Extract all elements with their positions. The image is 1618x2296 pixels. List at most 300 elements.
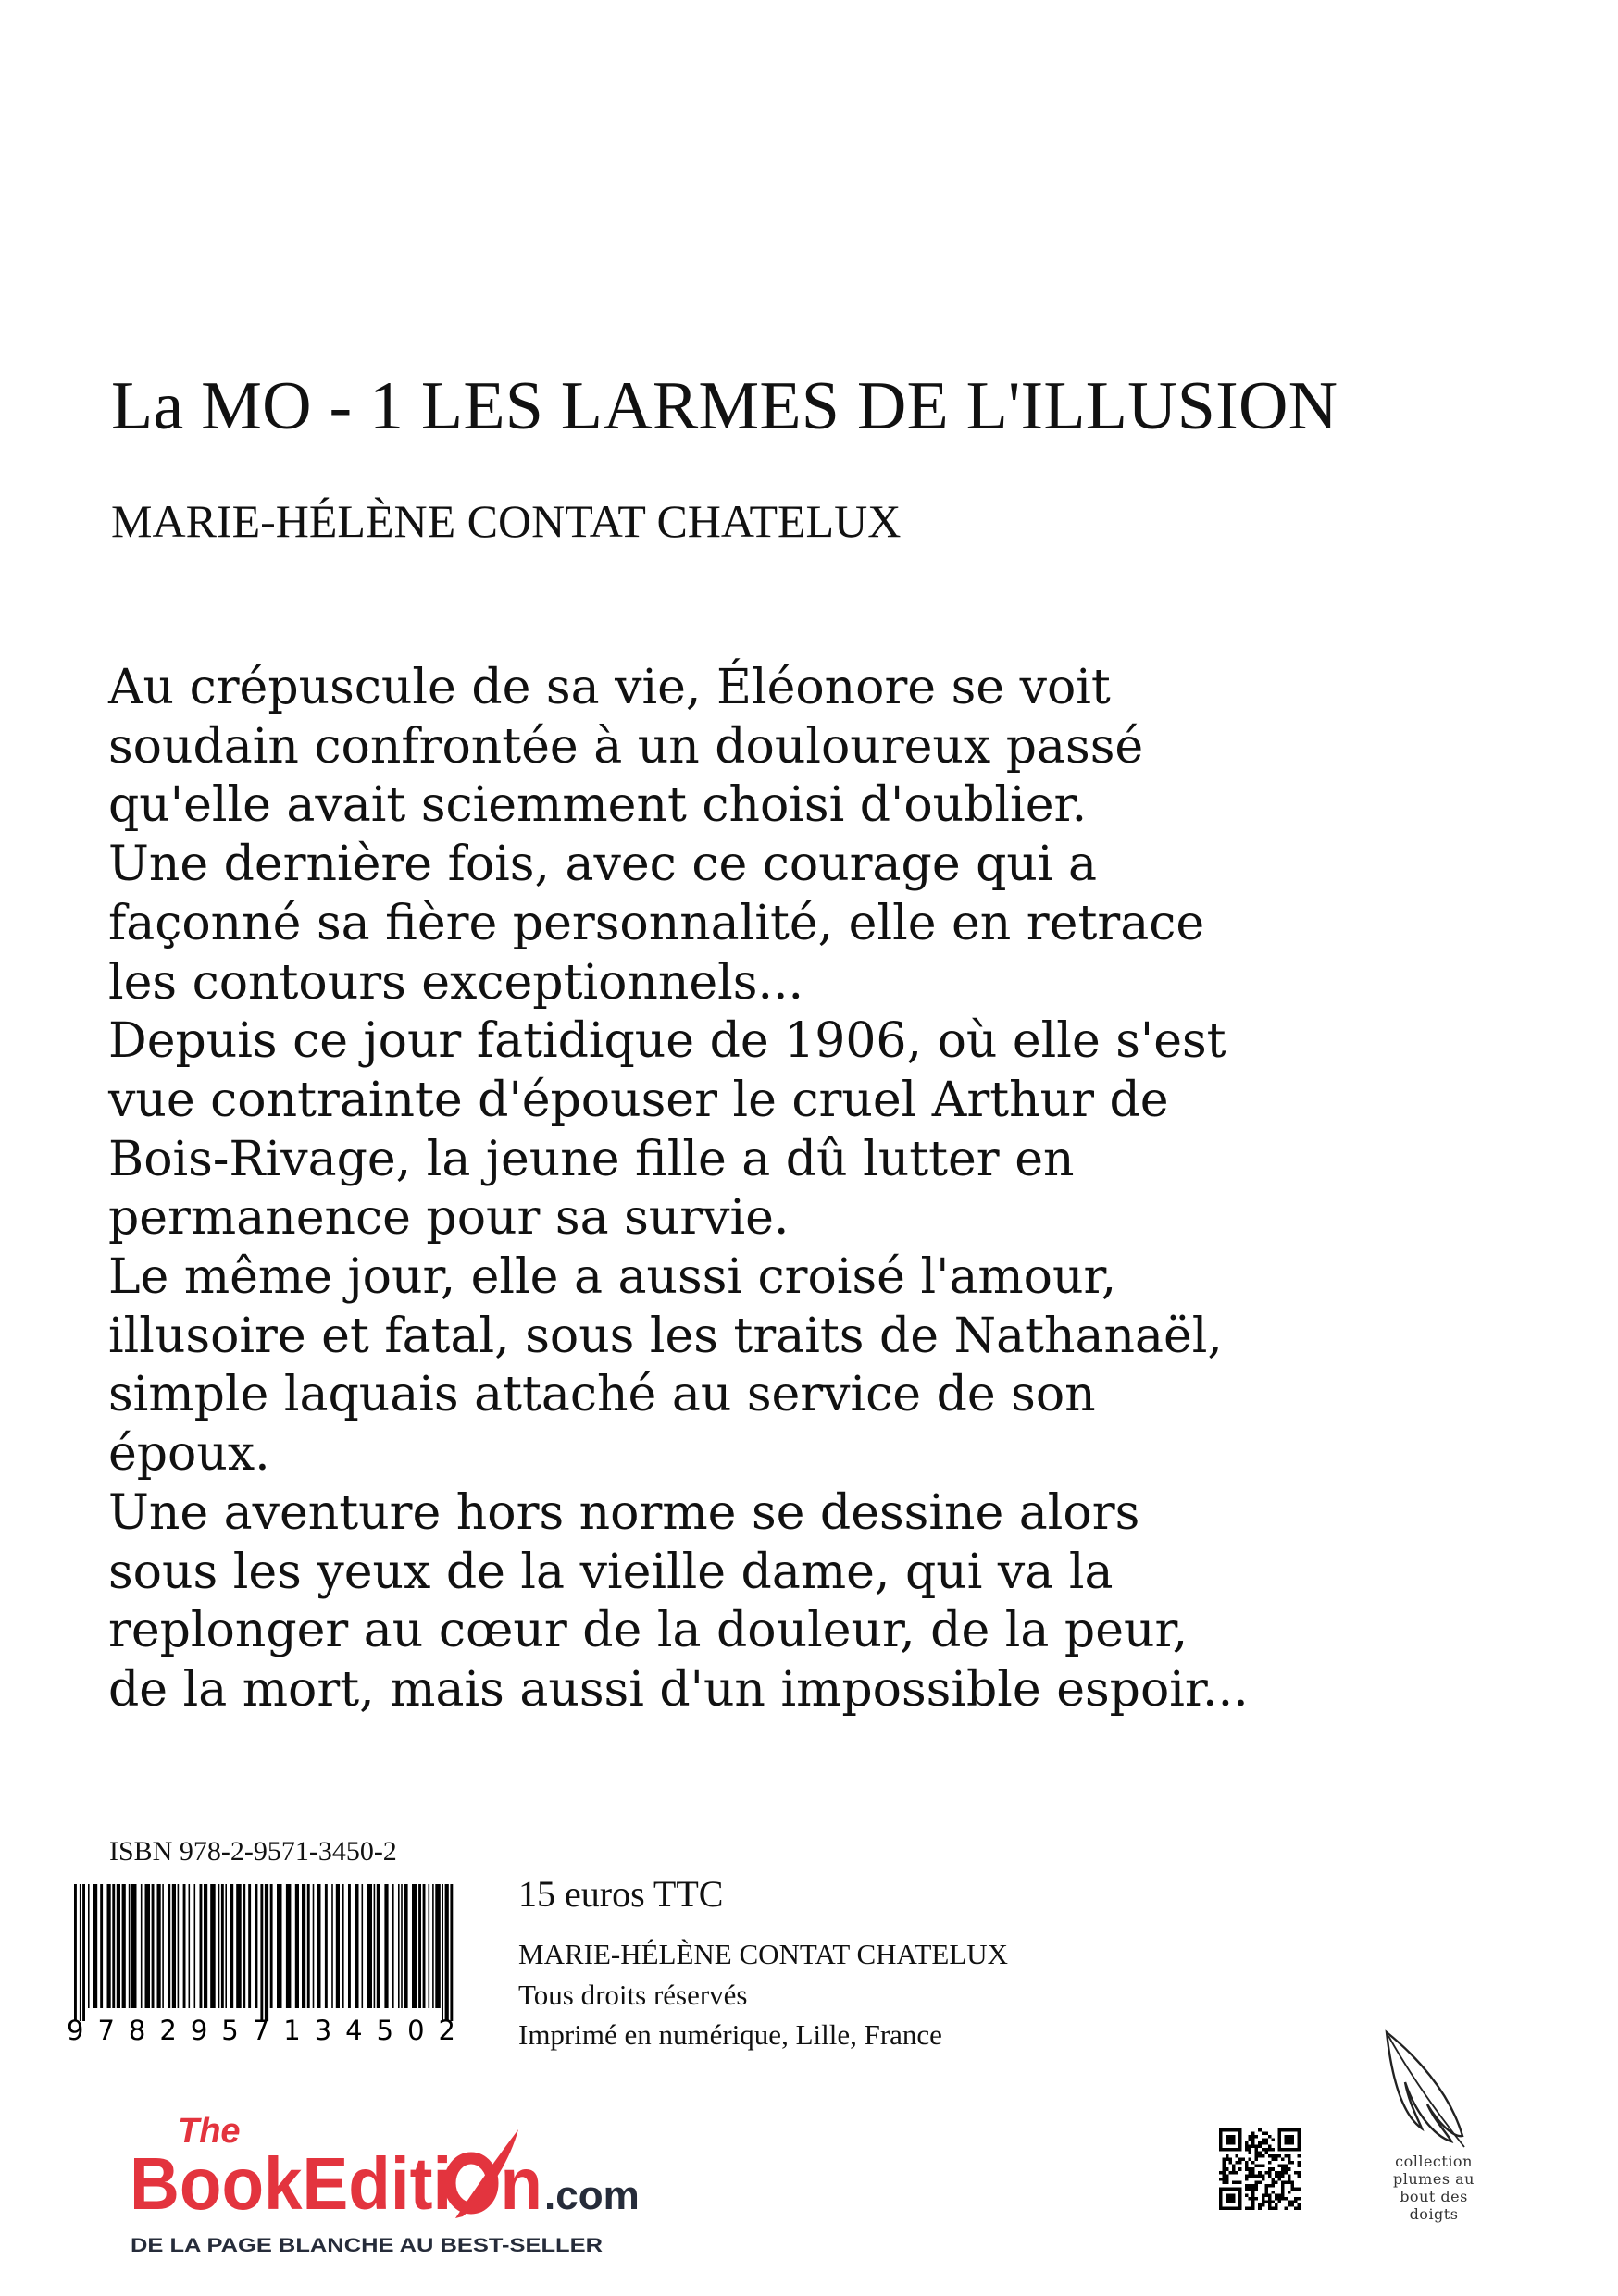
blurb-line: permanence pour sa survie.: [108, 1190, 790, 1247]
qr-module: [1277, 2200, 1281, 2203]
qr-module: [1251, 2184, 1255, 2188]
qr-module: [1281, 2165, 1285, 2168]
qr-module: [1232, 2171, 1236, 2175]
qr-module: [1238, 2180, 1242, 2184]
qr-module: [1226, 2178, 1229, 2181]
qr-module: [1258, 2152, 1262, 2155]
qr-module: [1297, 2165, 1301, 2168]
qr-module: [1264, 2184, 1268, 2188]
qr-module: [1262, 2141, 1265, 2145]
qr-module: [1288, 2154, 1291, 2158]
qr-module: [1258, 2128, 1262, 2132]
barcode-bar: [435, 1884, 441, 2008]
qr-module: [1271, 2178, 1275, 2181]
barcode-bar: [122, 1884, 126, 2008]
barcode-bar: [141, 1884, 143, 2008]
qr-module: [1294, 2200, 1298, 2203]
qr-module: [1226, 2180, 1229, 2184]
barcode-bar: [384, 1884, 388, 2008]
qr-module: [1281, 2180, 1285, 2184]
barcode-bar: [145, 1884, 151, 2008]
blurb: [108, 659, 1404, 1720]
barcode-bar: [362, 1884, 364, 2008]
qr-module: [1249, 2197, 1252, 2201]
qr-module: [1284, 2165, 1288, 2168]
qr-module: [1219, 2148, 1242, 2152]
qr-module: [1258, 2145, 1262, 2149]
qr-module: [1258, 2165, 1262, 2168]
qr-module: [1268, 2135, 1272, 2139]
qr-module: [1219, 2187, 1223, 2210]
barcode-bar: [302, 1884, 305, 2008]
qr-module: [1262, 2178, 1265, 2181]
barcode-bar: [178, 1884, 180, 2008]
qr-module: [1275, 2193, 1278, 2197]
qr-module: [1268, 2171, 1272, 2175]
qr-module: [1297, 2128, 1301, 2152]
barcode-bar: [236, 1884, 242, 2008]
qr-module: [1275, 2197, 1278, 2201]
qr-module: [1249, 2174, 1252, 2178]
barcode-bar: [342, 1884, 344, 2008]
qr-module: [1258, 2154, 1262, 2158]
qr-module: [1255, 2145, 1259, 2149]
barcode-bar: [189, 1884, 191, 2008]
qr-module: [1258, 2174, 1262, 2178]
qr-module: [1264, 2148, 1268, 2152]
qr-module: [1264, 2191, 1268, 2194]
barcode-bar: [374, 1884, 376, 2008]
qr-module: [1288, 2161, 1291, 2165]
qr-module: [1281, 2174, 1285, 2178]
qr-module: [1245, 2184, 1249, 2188]
barcode-bar: [218, 1884, 220, 2008]
qr-module: [1223, 2167, 1226, 2171]
blurb-line: soudain confrontée à un douloureux passé: [108, 718, 1144, 775]
qr-module: [1229, 2158, 1233, 2162]
qr-module: [1264, 2132, 1268, 2136]
qr-module: [1271, 2158, 1275, 2162]
qr-module: [1255, 2158, 1259, 2162]
price: 15 euros TTC: [518, 1873, 724, 1915]
qr-module: [1262, 2132, 1265, 2136]
qr-module: [1238, 2128, 1242, 2152]
barcode-bar: [348, 1884, 351, 2008]
qr-module: [1288, 2203, 1291, 2207]
barcode-bar: [152, 1884, 155, 2008]
blurb-line: époux.: [108, 1426, 270, 1483]
barcode-bar: [131, 1884, 137, 2008]
barcode-bar: [442, 1884, 443, 2021]
barcode-bar: [429, 1884, 430, 2008]
qr-module: [1238, 2187, 1242, 2210]
barcode-bar: [295, 1884, 299, 2008]
barcode-bar: [112, 1884, 115, 2008]
qr-module: [1223, 2178, 1226, 2181]
qr-module: [1268, 2184, 1272, 2188]
qr-module: [1271, 2148, 1275, 2152]
qr-module: [1245, 2145, 1249, 2149]
qr-module: [1284, 2154, 1288, 2158]
barcode-bar: [450, 1884, 453, 2021]
qr-module: [1288, 2158, 1291, 2162]
qr-module: [1277, 2197, 1281, 2201]
qr-module: [1281, 2197, 1285, 2201]
blurb-line: simple laquais attaché au service de son: [108, 1367, 1096, 1423]
qr-module: [1262, 2174, 1265, 2178]
qr-module: [1251, 2200, 1255, 2203]
qr-module: [1251, 2145, 1255, 2149]
qr-module: [1275, 2154, 1278, 2158]
publisher-name: BookEditi: [130, 2142, 476, 2225]
qr-module: [1281, 2167, 1285, 2171]
publisher-domain: .com: [544, 2173, 640, 2218]
qr-module: [1297, 2197, 1301, 2201]
blurb-line: sous les yeux de la vieille dame, qui va la: [108, 1544, 1114, 1600]
blurb-line: Une aventure hors norme se dessine alors: [108, 1484, 1140, 1541]
barcode-bar: [194, 1884, 196, 2008]
collection-label-line: plumes au: [1393, 2170, 1475, 2188]
blurb-line: replonger au cœur de la douleur, de la peur,: [108, 1603, 1189, 1659]
qr-module: [1294, 2197, 1298, 2201]
barcode-bar: [74, 1884, 77, 2021]
qr-module: [1219, 2171, 1223, 2175]
qr-module: [1245, 2206, 1249, 2210]
qr-module: [1297, 2161, 1301, 2165]
barcode-bar: [331, 1884, 333, 2008]
qr-module: [1258, 2206, 1262, 2210]
qr-module: [1290, 2203, 1294, 2207]
qr-module: [1251, 2174, 1255, 2178]
qr-module: [1258, 2141, 1262, 2145]
qr-module: [1251, 2191, 1255, 2194]
qr-module: [1226, 2154, 1229, 2158]
qr-module: [1288, 2200, 1291, 2203]
barcode-bar: [210, 1884, 216, 2008]
barcode-bar: [230, 1884, 233, 2008]
qr-module: [1255, 2135, 1259, 2139]
qr-module: [1249, 2171, 1252, 2175]
barcode-bar: [325, 1884, 328, 2008]
qr-module: [1258, 2203, 1262, 2207]
qr-module: [1297, 2154, 1301, 2158]
barcode-bar: [107, 1884, 111, 2008]
qr-module: [1277, 2171, 1281, 2175]
qr-module: [1264, 2139, 1268, 2142]
qr-module: [1255, 2148, 1259, 2152]
barcode-bar: [221, 1884, 224, 2008]
qr-module: [1249, 2158, 1252, 2162]
qr-module: [1268, 2167, 1272, 2171]
qr-module: [1249, 2152, 1252, 2155]
qr-module: [1275, 2158, 1278, 2162]
qr-module: [1255, 2174, 1259, 2178]
blurb-line: Depuis ce jour fatidique de 1906, où elle s'est: [108, 1013, 1226, 1070]
collection-label-line: collection: [1395, 2153, 1473, 2170]
barcode-bar: [412, 1884, 417, 2008]
barcode-bar: [200, 1884, 203, 2008]
qr-module: [1238, 2158, 1242, 2162]
qr-module: [1232, 2165, 1236, 2168]
qr-module: [1223, 2165, 1226, 2168]
barcode-bar: [317, 1884, 320, 2008]
qr-module: [1245, 2187, 1249, 2191]
qr-module: [1236, 2180, 1239, 2184]
qr-module: [1271, 2139, 1275, 2142]
rights-notice: Tous droits réservés: [518, 1979, 748, 2011]
qr-module: [1268, 2145, 1272, 2149]
qr-module: [1219, 2187, 1242, 2191]
qr-module: [1290, 2187, 1294, 2191]
qr-module: [1275, 2206, 1278, 2210]
barcode-bar: [243, 1884, 245, 2008]
qr-module: [1236, 2171, 1239, 2175]
qr-module: [1223, 2180, 1226, 2184]
qr-module: [1262, 2193, 1265, 2197]
blurb-line: illusoire et fatal, sous les traits de Nathanaël,: [108, 1308, 1223, 1364]
qr-module: [1249, 2145, 1252, 2149]
qr-module: [1255, 2187, 1259, 2191]
qr-module: [1264, 2200, 1268, 2203]
qr-module: [1251, 2161, 1255, 2165]
barcode-bar: [172, 1884, 176, 2008]
qr-module: [1281, 2158, 1285, 2162]
barcode-bar: [404, 1884, 407, 2008]
qr-module: [1277, 2154, 1281, 2158]
qr-module: [1251, 2197, 1255, 2201]
blurb-line: Au crépuscule de sa vie, Éléonore se voit: [108, 660, 1111, 715]
qr-module: [1284, 2167, 1288, 2171]
qr-module: [1264, 2193, 1268, 2197]
qr-module: [1264, 2171, 1268, 2175]
barcode-bars: [74, 1884, 453, 2021]
qr-module: [1277, 2193, 1281, 2197]
qr-module: [1251, 2193, 1255, 2197]
qr-module: [1251, 2167, 1255, 2171]
qr-module: [1223, 2161, 1226, 2165]
barcode-bar: [367, 1884, 373, 2008]
barcode-bar: [88, 1884, 90, 2008]
qr-module: [1290, 2180, 1294, 2184]
qr-module: [1288, 2191, 1291, 2194]
qr-module: [1219, 2178, 1223, 2181]
qr-module: [1262, 2154, 1265, 2158]
qr-module: [1275, 2203, 1278, 2207]
qr-module: [1255, 2154, 1259, 2158]
barcode-bar: [265, 1884, 268, 2021]
qr-module: [1236, 2161, 1239, 2165]
qr-module: [1264, 2152, 1268, 2155]
qr-module: [1288, 2180, 1291, 2184]
qr-module: [1268, 2154, 1272, 2158]
qr-module: [1251, 2206, 1255, 2210]
collection-label-line: bout des: [1400, 2188, 1468, 2205]
qr-module: [1268, 2200, 1272, 2203]
qr-module: [1251, 2203, 1255, 2207]
barcode-digit-lead: 9782957134502: [67, 2015, 455, 2046]
qr-module: [1219, 2206, 1242, 2210]
qr-module: [1277, 2128, 1301, 2132]
barcode-bar: [445, 1884, 449, 2021]
qr-module: [1255, 2197, 1259, 2201]
qr-module: [1249, 2148, 1252, 2152]
barcode-bar: [260, 1884, 263, 2021]
qr-module: [1226, 2193, 1236, 2203]
barcode-bar: [129, 1884, 131, 2008]
qr-module: [1271, 2200, 1275, 2203]
qr-module: [1284, 2197, 1288, 2201]
qr-module: [1251, 2135, 1255, 2139]
publisher-the: The: [178, 2112, 241, 2151]
qr-module: [1249, 2135, 1252, 2139]
barcode-bar: [117, 1884, 120, 2008]
qr-module: [1251, 2132, 1255, 2136]
qr-module: [1275, 2171, 1278, 2175]
blurb-line: Le même jour, elle a aussi croisé l'amour,: [108, 1249, 1117, 1306]
qr-module: [1284, 2135, 1294, 2145]
barcode-bar: [255, 1884, 258, 2008]
qr-module: [1262, 2203, 1265, 2207]
qr-module: [1262, 2139, 1265, 2142]
qr-module: [1264, 2141, 1268, 2145]
print-location: Imprimé en numérique, Lille, France: [518, 2018, 942, 2051]
barcode-bar: [336, 1884, 340, 2008]
qr-module: [1255, 2165, 1259, 2168]
qr-module: [1277, 2178, 1281, 2181]
qr-module: [1281, 2193, 1285, 2197]
barcode-bar: [418, 1884, 421, 2008]
qr-module: [1249, 2139, 1252, 2142]
barcode-bar: [248, 1884, 251, 2008]
qr-module: [1268, 2206, 1272, 2210]
qr-module: [1268, 2161, 1272, 2165]
blurb-line: les contours exceptionnels...: [108, 954, 804, 1011]
barcode-bar: [401, 1884, 403, 2008]
barcode-bar: [162, 1884, 164, 2008]
barcode-bar: [168, 1884, 170, 2008]
barcode-bar: [100, 1884, 103, 2008]
qr-module: [1262, 2148, 1265, 2152]
barcode: [65, 1884, 459, 2047]
blurb-line: vue contrainte d'épouser le cruel Arthur de: [108, 1072, 1169, 1128]
barcode-bar: [392, 1884, 394, 2008]
qr-module: [1268, 2174, 1272, 2178]
qr-module: [1258, 2180, 1262, 2184]
publisher-tagline: DE LA PAGE BLANCHE AU BEST-SELLER: [131, 2235, 603, 2256]
qr-module: [1226, 2174, 1229, 2178]
qr-module: [1268, 2203, 1272, 2207]
qr-module: [1245, 2148, 1249, 2152]
qr-module: [1268, 2193, 1272, 2197]
qr-module: [1294, 2206, 1298, 2210]
blurb-line: Une dernière fois, avec ce courage qui a: [108, 837, 1098, 893]
barcode-bar: [432, 1884, 434, 2008]
qr-module: [1264, 2187, 1268, 2191]
barcode-bar: [307, 1884, 310, 2008]
qr-module: [1238, 2167, 1242, 2171]
qr-module: [1284, 2180, 1288, 2184]
qr-module: [1294, 2187, 1298, 2191]
qr-module: [1275, 2180, 1278, 2184]
qr-module: [1277, 2165, 1281, 2168]
collection-label: [1364, 2153, 1503, 2223]
barcode-bar: [277, 1884, 282, 2008]
barcode-bar: [355, 1884, 358, 2008]
barcode-bar: [157, 1884, 161, 2008]
isbn-label: ISBN 978-2-9571-3450-2: [109, 1836, 397, 1867]
collection-label-line: doigts: [1409, 2205, 1459, 2223]
qr-module: [1258, 2171, 1262, 2175]
author-name: MARIE-HÉLÈNE CONTAT CHATELUX: [111, 495, 902, 547]
qr-module: [1277, 2174, 1281, 2178]
qr-module: [1284, 2171, 1288, 2175]
qr-module: [1245, 2193, 1249, 2197]
publisher-logo: [130, 2105, 666, 2263]
blurb-line: de la mort, mais aussi d'un impossible espoir...: [108, 1661, 1249, 1718]
qr-module: [1223, 2171, 1226, 2175]
qr-module: [1249, 2184, 1252, 2188]
qr-module: [1281, 2171, 1285, 2175]
qr-module: [1288, 2178, 1291, 2181]
qr-module: [1281, 2184, 1285, 2188]
qr-module: [1245, 2174, 1249, 2178]
qr-module: [1277, 2148, 1301, 2152]
barcode-bar: [80, 1884, 81, 2021]
qr-module: [1271, 2191, 1275, 2194]
qr-module: [1255, 2152, 1259, 2155]
barcode-bar: [204, 1884, 207, 2008]
qr-module: [1290, 2200, 1294, 2203]
qr-module: [1271, 2184, 1275, 2188]
barcode-bar: [183, 1884, 186, 2008]
qr-module: [1262, 2200, 1265, 2203]
qr-module: [1229, 2171, 1233, 2175]
qr-module: [1275, 2174, 1278, 2178]
barcode-bar: [313, 1884, 315, 2008]
qr-module: [1229, 2161, 1233, 2165]
qr-module: [1245, 2165, 1249, 2168]
qr-module: [1226, 2158, 1229, 2162]
barcode-bar: [225, 1884, 227, 2008]
qr-module: [1249, 2187, 1252, 2191]
qr-module: [1245, 2178, 1249, 2181]
qr-module: [1226, 2167, 1229, 2171]
qr-module: [1290, 2161, 1294, 2165]
imprint-author: MARIE-HÉLÈNE CONTAT CHATELUX: [518, 1938, 1009, 1970]
blurb-line: façonné sa fière personnalité, elle en retrace: [108, 895, 1205, 951]
qr-module: [1245, 2141, 1249, 2145]
barcode-bar: [93, 1884, 97, 2008]
qr-code: [1219, 2128, 1301, 2210]
qr-module: [1297, 2203, 1301, 2207]
qr-module: [1251, 2171, 1255, 2175]
qr-module: [1226, 2135, 1236, 2145]
qr-module: [1268, 2148, 1272, 2152]
qr-module: [1232, 2180, 1236, 2184]
qr-module: [1271, 2167, 1275, 2171]
qr-module: [1297, 2187, 1301, 2191]
qr-module: [1255, 2180, 1259, 2184]
qr-module: [1271, 2206, 1275, 2210]
barcode-bar: [286, 1884, 292, 2008]
qr-module: [1219, 2128, 1242, 2132]
qr-module: [1262, 2197, 1265, 2201]
barcode-bar: [377, 1884, 380, 2008]
qr-module: [1219, 2128, 1223, 2152]
qr-module: [1268, 2197, 1272, 2201]
qr-module: [1290, 2184, 1294, 2188]
barcode-bar: [398, 1884, 400, 2008]
